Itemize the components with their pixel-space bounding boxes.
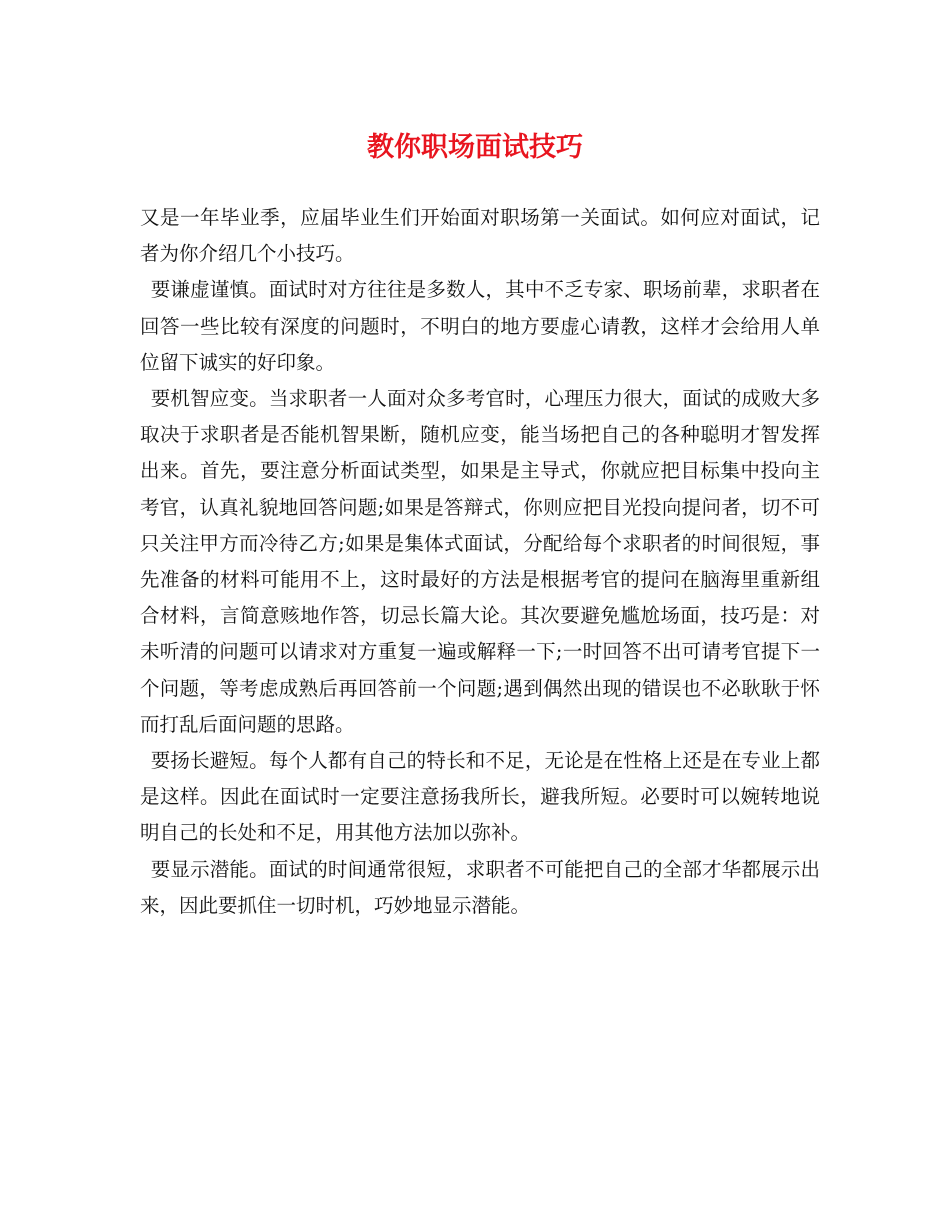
document-title: 教你职场面试技巧 bbox=[367, 132, 583, 163]
paragraph-potential: 要显示潜能。面试的时间通常很短，求职者不可能把自己的全部才华都展示出来，因此要抓住一切时机，巧妙地显示潜能。 bbox=[140, 857, 820, 917]
document-body bbox=[140, 200, 820, 924]
paragraph-intro: 又是一年毕业季，应届毕业生们开始面对职场第一关面试。如何应对面试，记者为你介绍几个小技巧。 bbox=[140, 206, 820, 266]
paragraph-strengths: 要扬长避短。每个人都有自己的特长和不足，无论是在性格上还是在专业上都是这样。因此在面试时一定要注意扬我所长，避我所短。必要时可以婉转地说明自己的长处和不足，用其他方法加以弥补。 bbox=[140, 749, 820, 845]
paragraph-modesty: 要谦虚谨慎。面试时对方往往是多数人，其中不乏专家、职场前辈，求职者在回答一些比较有深度的问题时，不明白的地方要虚心请教，这样才会给用人单位留下诚实的好印象。 bbox=[140, 278, 820, 374]
paragraph-adaptability: 要机智应变。当求职者一人面对众多考官时，心理压力很大，面试的成败大多取决于求职者是否能机智果断，随机应变，能当场把自己的各种聪明才智发挥出来。首先，要注意分析面试类型，如果是主导式，你就应把目标集中投向主考官，认真礼貌地回答问题;如果是答辩式，你则应把目光投向提问者，切不可只关注甲方而冷待乙方;如果是集体式面试，分配给每个求职者的时间很短，事先准备的材料可能用不上，这时最好的方法是根据考官的提问在脑海里重新组合材料，言简意赅地作答，切忌长篇大论。其次要避免尴尬场面，技巧是：对未听清的问题可以请求对方重复一遍或解释一下;一时回答不出可请考官提下一个问题，等考虑成熟后再回答前一个问题;遇到偶然出现的错误也不必耿耿于怀而打乱后面问题的思路。 bbox=[140, 387, 820, 736]
